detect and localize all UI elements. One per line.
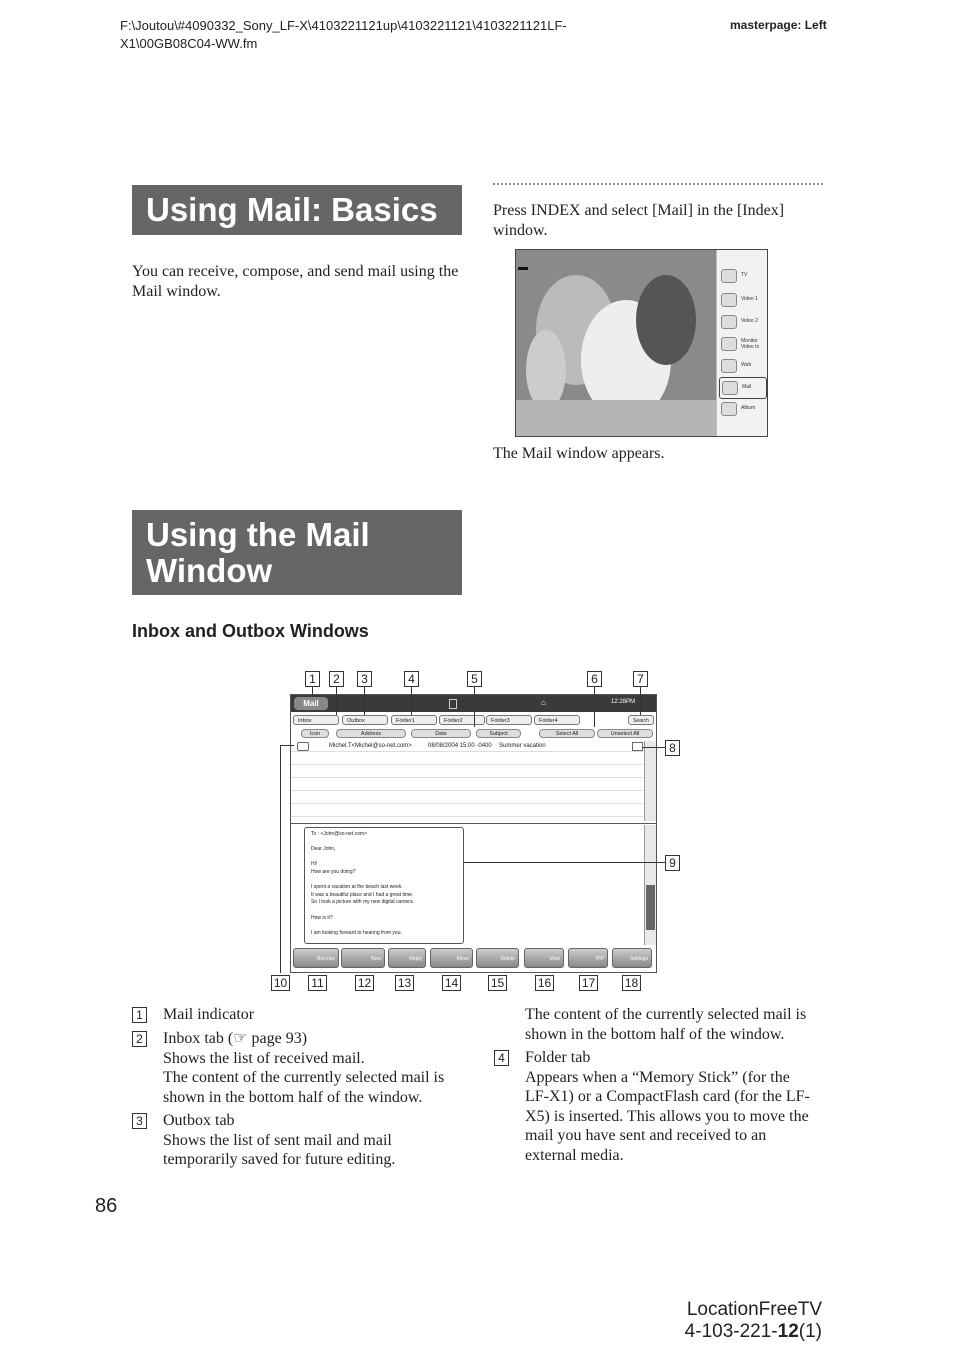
mail-indicator[interactable]: Mail bbox=[294, 697, 328, 710]
col-subject[interactable]: Subject bbox=[476, 729, 521, 738]
callout-13: 13 bbox=[395, 975, 414, 991]
mail-list-row[interactable] bbox=[291, 754, 643, 765]
preview-scrollbar[interactable] bbox=[644, 825, 656, 945]
unselect-all-button[interactable]: Unselect All bbox=[597, 729, 653, 738]
col-address[interactable]: Address bbox=[336, 729, 406, 738]
reply-button[interactable]: Reply bbox=[388, 948, 426, 968]
callout-9: 9 bbox=[665, 855, 680, 871]
file-path: F:\Joutou\#4090332_Sony_LF-X\4103221121up\4103221121\4103221121LF-X1\00GB08C04-WW.fm bbox=[120, 18, 567, 51]
mail-read-icon bbox=[297, 742, 309, 751]
attachment-icon bbox=[632, 742, 643, 751]
instruction-text: Press INDEX and select [Mail] in the [Index] window. bbox=[493, 202, 785, 239]
callout-2: 2 bbox=[329, 671, 344, 687]
list-item-1: 1 Mail indicator bbox=[132, 1005, 472, 1025]
callout-11: 11 bbox=[308, 975, 327, 991]
view-button[interactable]: View bbox=[524, 948, 564, 968]
mail-icon bbox=[722, 381, 738, 395]
mail-list-row[interactable] bbox=[291, 806, 643, 817]
tv-icon bbox=[721, 269, 737, 283]
leader-line bbox=[336, 687, 337, 715]
section-title-mail-window: Using the Mail Window bbox=[132, 510, 462, 595]
settings-button[interactable]: Settings bbox=[612, 948, 652, 968]
callout-1: 1 bbox=[305, 671, 320, 687]
receive-button[interactable]: Receive bbox=[293, 948, 339, 968]
split-divider bbox=[291, 823, 656, 824]
tv-menu-item[interactable]: Web bbox=[719, 356, 765, 376]
tab-folder4[interactable]: Folder4 bbox=[534, 715, 580, 725]
list-scrollbar[interactable] bbox=[644, 741, 656, 821]
footer bbox=[685, 1299, 822, 1343]
mail-list-row[interactable] bbox=[291, 780, 643, 791]
callout-8: 8 bbox=[665, 740, 680, 756]
leader-line bbox=[312, 687, 313, 697]
intro-text: You can receive, compose, and send mail using the Mail window. bbox=[132, 263, 459, 300]
leader-line bbox=[643, 747, 665, 748]
mail-list-row[interactable] bbox=[291, 793, 643, 804]
tab-folder2[interactable]: Folder2 bbox=[439, 715, 485, 725]
result-text: The Mail window appears. bbox=[493, 445, 665, 462]
masterpage-label: masterpage: Left bbox=[730, 18, 827, 32]
video-icon bbox=[721, 315, 737, 329]
tv-menu-item[interactable]: TV bbox=[719, 266, 765, 286]
tv-index-menu bbox=[716, 250, 767, 436]
leader-line bbox=[364, 687, 365, 715]
search-button[interactable]: Search bbox=[628, 715, 654, 725]
tab-outbox[interactable]: Outbox bbox=[342, 715, 388, 725]
tab-inbox[interactable]: Inbox bbox=[293, 715, 339, 725]
clock: 12:28PM bbox=[611, 699, 636, 705]
callout-5: 5 bbox=[467, 671, 482, 687]
tv-screenshot bbox=[515, 249, 768, 437]
leader-line bbox=[594, 687, 595, 727]
subsection-title: Inbox and Outbox Windows bbox=[132, 621, 369, 641]
col-icon[interactable]: Icon bbox=[301, 729, 329, 738]
leader-line bbox=[640, 687, 641, 715]
footer-code: 4-103-221-12(1) bbox=[684, 1321, 822, 1342]
album-icon bbox=[721, 402, 737, 416]
football-image bbox=[516, 250, 716, 436]
page-number: 86 bbox=[95, 1195, 118, 1217]
callout-18: 18 bbox=[622, 975, 641, 991]
select-all-button[interactable]: Select All bbox=[539, 729, 595, 738]
callout-10: 10 bbox=[271, 975, 290, 991]
list-item-2: 2 Inbox tab (☞ page 93) Shows the list of received mail. The content of the currently selected mail is shown in the bottom half of the window. bbox=[132, 1029, 472, 1107]
memory-icon bbox=[449, 699, 457, 709]
pip-button[interactable]: PIP bbox=[568, 948, 608, 968]
monitor-icon bbox=[721, 337, 737, 351]
video-icon bbox=[721, 293, 737, 307]
callout-3: 3 bbox=[357, 671, 372, 687]
callout-14: 14 bbox=[442, 975, 461, 991]
callout-16: 16 bbox=[535, 975, 554, 991]
tv-menu-item[interactable]: Monitor Video In bbox=[719, 334, 765, 354]
col-date[interactable]: Date bbox=[411, 729, 471, 738]
delete-button[interactable]: Delete bbox=[476, 948, 519, 968]
callout-4: 4 bbox=[404, 671, 419, 687]
move-button[interactable]: Move bbox=[430, 948, 473, 968]
list-item-3: 3 Outbox tab Shows the list of sent mail and mail temporarily saved for future editing. bbox=[132, 1111, 472, 1170]
tv-menu-item[interactable]: Album bbox=[719, 399, 765, 419]
footer-product: LocationFreeTV bbox=[686, 1299, 822, 1320]
callout-12: 12 bbox=[355, 975, 374, 991]
leader-line bbox=[411, 687, 412, 715]
leader-line bbox=[280, 745, 294, 746]
tab-folder3[interactable]: Folder3 bbox=[486, 715, 532, 725]
web-icon bbox=[721, 359, 737, 373]
callout-7: 7 bbox=[633, 671, 648, 687]
mail-list-row[interactable]: Michel.T<Michel@so-net.com> 08/08/2004 15:00 -0400 Summer vacation bbox=[291, 741, 643, 752]
callout-15: 15 bbox=[488, 975, 507, 991]
new-button[interactable]: New bbox=[341, 948, 385, 968]
section-title-basics: Using Mail: Basics bbox=[132, 185, 462, 235]
list-item-2-continued: The content of the currently selected mail is shown in the bottom half of the window. bbox=[525, 1006, 807, 1043]
leader-line bbox=[464, 862, 665, 863]
mail-list-row[interactable] bbox=[291, 767, 643, 778]
leader-line bbox=[280, 745, 281, 973]
tv-menu-item-mail[interactable]: Mail bbox=[719, 377, 767, 399]
leader-line bbox=[474, 687, 475, 727]
tab-folder1[interactable]: Folder1 bbox=[391, 715, 437, 725]
dotted-divider bbox=[493, 183, 823, 185]
tv-menu-item[interactable]: Video 2 bbox=[719, 312, 765, 332]
home-icon: ⌂ bbox=[541, 698, 546, 707]
tv-menu-item[interactable]: Video 1 bbox=[719, 290, 765, 310]
list-item-4: 4 Folder tab Appears when a “Memory Stick” (for the LF-X1) or a CompactFlash card (for the LF- X5) is inserted. This allows you to move the mail you have sent and received to an external media. bbox=[494, 1048, 834, 1165]
mail-preview: To : <John@so-net.com> Dear John, Hi! How are you doing? I spent a vacation at the beach last week. It was a beautiful place and I had a great time. So I took a picture with my new digital camera. How is it? I am looking forward to hearing from you. bbox=[304, 827, 464, 944]
mail-window bbox=[290, 694, 657, 973]
scroll-thumb[interactable] bbox=[646, 885, 655, 930]
callout-6: 6 bbox=[587, 671, 602, 687]
callout-17: 17 bbox=[579, 975, 598, 991]
